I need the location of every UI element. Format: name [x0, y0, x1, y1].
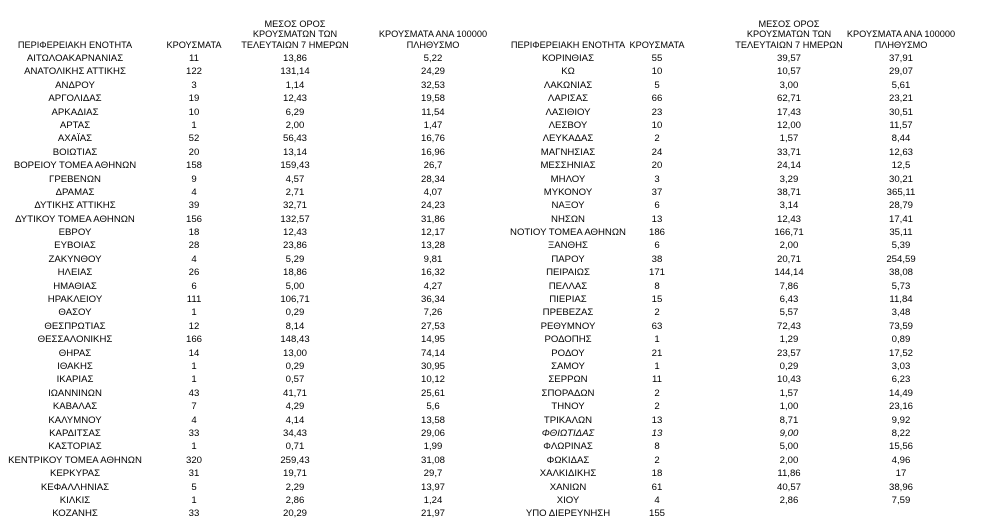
header-per100k-line2: ΠΛΗΘΥΣΜΟ	[406, 39, 460, 50]
avg7-value: 131,14	[280, 66, 310, 78]
avg7-value: 18,86	[282, 267, 307, 279]
region-name: ΕΒΡΟΥ	[58, 227, 92, 239]
cases-value: 12	[188, 320, 200, 332]
cases-value: 2	[654, 454, 660, 466]
per100k-value: 28,34	[420, 173, 445, 185]
cases-value: 18	[188, 227, 200, 239]
cases-value: 15	[651, 294, 663, 306]
cases-value: 1	[191, 119, 197, 131]
per100k-value: 31,86	[420, 213, 445, 225]
region-name: ΧΑΛΚΙΔΙΚΗΣ	[539, 468, 597, 480]
avg7-value: 0,57	[285, 374, 305, 386]
per100k-value: 30,95	[420, 360, 445, 372]
per100k-value: 23,21	[888, 93, 913, 105]
region-name: ΛΑΣΙΘΙΟΥ	[545, 106, 591, 118]
avg7-value: 0,29	[285, 307, 305, 319]
per100k-value: 29,7	[423, 468, 443, 480]
avg7-value: 12,00	[776, 119, 801, 131]
header-per100k-line1: ΚΡΟΥΣΜΑΤΑ ΑΝΑ 100000	[846, 29, 956, 39]
avg7-value: 10,57	[776, 66, 801, 78]
per100k-value: 16,32	[420, 267, 445, 279]
per100k-value: 0,89	[891, 334, 911, 346]
cases-value: 1	[191, 494, 197, 506]
region-name: ΠΙΕΡΙΑΣ	[549, 294, 587, 306]
cases-value: 61	[651, 481, 663, 493]
region-name: ΗΜΑΘΙΑΣ	[53, 280, 97, 292]
per100k-value: 28,79	[888, 200, 913, 212]
region-name: ΘΕΣΣΑΛΟΝΙΚΗΣ	[37, 334, 113, 346]
region-name: ΤΡΙΚΑΛΩΝ	[543, 414, 593, 426]
per100k-value: 74,14	[420, 347, 445, 359]
header-avg7-line1: ΜΕΣΟΣ ΟΡΟΣ	[758, 18, 820, 29]
avg7-value: 132,57	[280, 213, 310, 225]
per100k-value: 6,23	[891, 374, 911, 386]
region-name: ΥΠΟ ΔΙΕΡΕΥΝΗΣΗ	[525, 508, 611, 520]
region-name: ΜΑΓΝΗΣΙΑΣ	[540, 146, 596, 158]
region-name: ΚΕΝΤΡΙΚΟΥ ΤΟΜΕΑ ΑΘΗΝΩΝ	[8, 454, 142, 466]
cases-value: 4	[191, 186, 197, 198]
avg7-value: 12,43	[282, 93, 307, 105]
avg7-value: 32,71	[282, 200, 307, 212]
cases-value: 6	[191, 280, 197, 292]
region-name: ΒΟΙΩΤΙΑΣ	[52, 146, 98, 158]
region-name: ΛΑΡΙΣΑΣ	[547, 93, 589, 105]
avg7-value: 4,57	[285, 173, 305, 185]
region-name: ΙΚΑΡΙΑΣ	[56, 374, 94, 386]
avg7-value: 106,71	[280, 294, 310, 306]
per100k-value: 1,24	[423, 494, 443, 506]
per100k-value: 21,97	[420, 508, 445, 520]
header-per100k-line1: ΚΡΟΥΣΜΑΤΑ ΑΝΑ 100000	[378, 29, 488, 39]
cases-value: 4	[191, 253, 197, 265]
cases-value: 1	[654, 360, 660, 372]
avg7-value: 40,57	[776, 481, 801, 493]
cases-value: 3	[191, 79, 197, 91]
per100k-value: 24,29	[420, 66, 445, 78]
per100k-value: 5,22	[423, 53, 443, 64]
avg7-value: 4,14	[285, 414, 305, 426]
per100k-value: 4,07	[423, 186, 443, 198]
region-name: ΣΑΜΟΥ	[551, 360, 585, 372]
cases-value: 155	[648, 508, 665, 520]
region-name: ΝΗΣΩΝ	[551, 213, 585, 225]
per100k-value: 7,59	[891, 494, 911, 506]
region-name: ΑΡΤΑΣ	[59, 119, 91, 131]
cases-value: 13	[651, 213, 663, 225]
per100k-value: 16,76	[420, 133, 445, 145]
avg7-value: 6,29	[285, 106, 305, 118]
per100k-value: 73,59	[888, 320, 913, 332]
avg7-value: 7,86	[779, 280, 799, 292]
avg7-value: 41,71	[282, 387, 307, 399]
cases-value: 33	[188, 508, 200, 520]
region-name: ΘΑΣΟΥ	[58, 307, 92, 319]
header-per100k	[377, 29, 489, 50]
avg7-value: 1,57	[779, 133, 799, 145]
cases-value: 18	[651, 468, 663, 480]
per100k-value: 16,96	[420, 146, 445, 158]
avg7-value: 39,57	[776, 53, 801, 64]
region-name: ΡΟΔΟΥ	[551, 347, 585, 359]
avg7-value: 1,29	[779, 334, 799, 346]
per100k-value: 3,03	[891, 360, 911, 372]
avg7-value: 5,57	[779, 307, 799, 319]
cases-value: 10	[651, 66, 663, 78]
avg7-value: 2,71	[285, 186, 305, 198]
region-name: ΙΘΑΚΗΣ	[57, 360, 93, 372]
cases-value: 8	[654, 280, 660, 292]
region-name: ΑΝΔΡΟΥ	[55, 79, 95, 91]
per100k-value: 19,58	[420, 93, 445, 105]
cases-value: 158	[185, 160, 202, 172]
per100k-value: 17,52	[888, 347, 913, 359]
region-name: ΠΡΕΒΕΖΑΣ	[542, 307, 594, 319]
avg7-value: 148,43	[280, 334, 310, 346]
per100k-value: 11,84	[889, 294, 913, 306]
region-name: ΦΘΙΩΤΙΔΑΣ	[541, 427, 595, 439]
region-name: ΘΗΡΑΣ	[58, 347, 92, 359]
per100k-value: 1,99	[423, 441, 443, 453]
avg7-value: 5,29	[285, 253, 305, 265]
cases-value: 4	[191, 414, 197, 426]
cases-value: 14	[188, 347, 200, 359]
header-cases: ΚΡΟΥΣΜΑΤΑ	[166, 39, 222, 50]
cases-value: 63	[651, 320, 663, 332]
per100k-value: 31,08	[420, 454, 445, 466]
per100k-value: 9,92	[891, 414, 911, 426]
region-name: ΚΑΣΤΟΡΙΑΣ	[48, 441, 102, 453]
header-region: ΠΕΡΙΦΕΡΕΙΑΚΗ ΕΝΟΤΗΤΑ	[510, 39, 626, 50]
per100k-value: 29,06	[420, 427, 445, 439]
per100k-value: 37,91	[888, 53, 913, 64]
region-name: ΕΥΒΟΙΑΣ	[54, 240, 96, 252]
avg7-value: 0,29	[779, 360, 799, 372]
cases-value: 10	[188, 106, 200, 118]
per100k-value: 25,61	[420, 387, 445, 399]
region-name: ΛΕΥΚΑΔΑΣ	[542, 133, 594, 145]
region-name: ΗΛΕΙΑΣ	[57, 267, 93, 279]
cases-value: 13	[651, 427, 663, 439]
header-region: ΠΕΡΙΦΕΡΕΙΑΚΗ ΕΝΟΤΗΤΑ	[17, 39, 133, 50]
per100k-value: 254,59	[886, 253, 916, 265]
region-name: ΚΑΛΥΜΝΟΥ	[48, 414, 102, 426]
avg7-value: 12,43	[776, 213, 801, 225]
header-avg7	[729, 19, 849, 51]
header-avg7-line2: ΚΡΟΥΣΜΑΤΩΝ ΤΩΝ	[746, 29, 832, 39]
cases-value: 9	[191, 173, 197, 185]
region-name: ΗΡΑΚΛΕΙΟΥ	[47, 294, 103, 306]
header-per100k	[845, 29, 957, 50]
header-per100k-line2: ΠΛΗΘΥΣΜΟ	[874, 39, 928, 50]
per100k-value: 36,34	[420, 294, 445, 306]
per100k-value: 26,7	[423, 160, 443, 172]
region-name: ΓΡΕΒΕΝΩΝ	[49, 173, 101, 185]
cases-value: 5	[191, 481, 197, 493]
cases-value: 4	[654, 494, 660, 506]
per100k-value: 5,6	[426, 401, 440, 413]
region-name: ΝΟΤΙΟΥ ΤΟΜΕΑ ΑΘΗΝΩΝ	[510, 227, 626, 239]
per100k-value: 17,41	[888, 213, 913, 225]
avg7-value: 9,00	[779, 427, 799, 439]
cases-value: 1	[191, 360, 197, 372]
avg7-value: 2,00	[285, 119, 305, 131]
per100k-value: 1,47	[423, 119, 443, 131]
cases-value: 186	[648, 227, 665, 239]
cases-value: 171	[648, 267, 665, 279]
cases-value: 11	[189, 53, 199, 64]
cases-value: 26	[188, 267, 200, 279]
per100k-value: 14,95	[420, 334, 445, 346]
region-name: ΑΡΚΑΔΙΑΣ	[51, 106, 99, 118]
region-name: ΧΑΝΙΩΝ	[549, 481, 587, 493]
per100k-value: 30,51	[888, 106, 913, 118]
region-name: ΘΕΣΠΡΩΤΙΑΣ	[44, 320, 106, 332]
per100k-value: 15,56	[888, 441, 913, 453]
avg7-value: 20,71	[776, 253, 801, 265]
avg7-value: 5,00	[779, 441, 799, 453]
header-avg7-line3: ΤΕΛΕΥΤΑΙΩΝ 7 ΗΜΕΡΩΝ	[735, 39, 843, 50]
cases-value: 13	[651, 414, 663, 426]
per100k-value: 5,61	[891, 79, 911, 91]
region-name: ΚΑΡΔΙΤΣΑΣ	[49, 427, 101, 439]
region-name: ΖΑΚΥΝΘΟΥ	[48, 253, 102, 265]
avg7-value: 38,71	[776, 186, 801, 198]
cases-value: 156	[185, 213, 202, 225]
per100k-value: 4,96	[891, 454, 911, 466]
region-name: ΚΕΡΚΥΡΑΣ	[49, 468, 100, 480]
cases-value: 7	[191, 401, 197, 413]
per100k-value: 8,22	[891, 427, 911, 439]
avg7-value: 19,71	[282, 468, 307, 480]
cases-value: 111	[186, 294, 202, 306]
region-name: ΠΕΛΛΑΣ	[548, 280, 588, 292]
avg7-value: 12,43	[282, 227, 307, 239]
avg7-value: 56,43	[282, 133, 307, 145]
region-name: ΑΝΑΤΟΛΙΚΗΣ ΑΤΤΙΚΗΣ	[24, 66, 126, 78]
per100k-value: 3,48	[891, 307, 911, 319]
per100k-value: 38,08	[888, 267, 913, 279]
avg7-value: 13,86	[282, 53, 307, 64]
cases-value: 1	[191, 307, 197, 319]
avg7-value: 33,71	[776, 146, 801, 158]
avg7-value: 13,14	[282, 146, 307, 158]
cases-value: 1	[191, 441, 197, 453]
region-name: ΠΑΡΟΥ	[551, 253, 585, 265]
region-name: ΣΠΟΡΑΔΩΝ	[541, 387, 595, 399]
avg7-value: 2,00	[779, 240, 799, 252]
per100k-value: 24,23	[420, 200, 445, 212]
cases-value: 37	[651, 186, 663, 198]
region-name: ΣΕΡΡΩΝ	[548, 374, 588, 386]
per100k-value: 14,49	[888, 387, 913, 399]
cases-value: 52	[188, 133, 200, 145]
per100k-value: 29,07	[888, 66, 913, 78]
per100k-value: 365,11	[886, 186, 916, 198]
avg7-value: 5,00	[285, 280, 305, 292]
cases-value: 6	[654, 240, 660, 252]
per100k-value: 11,57	[889, 119, 913, 131]
avg7-value: 1,14	[285, 79, 305, 91]
per100k-value: 5,39	[891, 240, 911, 252]
cases-value: 122	[185, 66, 202, 78]
cases-value: 2	[654, 401, 660, 413]
avg7-value: 159,43	[280, 160, 310, 172]
cases-value: 20	[188, 146, 200, 158]
cases-value: 2	[654, 387, 660, 399]
per100k-value: 12,17	[420, 227, 445, 239]
per100k-value: 12,63	[888, 146, 913, 158]
avg7-value: 8,14	[285, 320, 305, 332]
region-name: ΡΟΔΟΠΗΣ	[544, 334, 592, 346]
avg7-value: 23,86	[282, 240, 307, 252]
avg7-value: 1,00	[779, 401, 799, 413]
avg7-value: 1,57	[779, 387, 799, 399]
avg7-value: 2,86	[285, 494, 305, 506]
region-name: ΔΡΑΜΑΣ	[55, 186, 95, 198]
per100k-value: 7,26	[423, 307, 443, 319]
region-name: ΑΡΓΟΛΙΔΑΣ	[48, 93, 102, 105]
cases-value: 320	[185, 454, 202, 466]
cases-value: 6	[654, 200, 660, 212]
per100k-value: 27,53	[420, 320, 445, 332]
cases-value: 2	[654, 307, 660, 319]
avg7-value: 144,14	[774, 267, 804, 279]
region-name: ΜΗΛΟΥ	[550, 173, 586, 185]
per100k-value: 13,97	[420, 481, 445, 493]
cases-value: 28	[188, 240, 200, 252]
avg7-value: 2,29	[285, 481, 305, 493]
cases-value: 166	[185, 334, 202, 346]
region-name: ΠΕΙΡΑΙΩΣ	[546, 267, 590, 279]
avg7-value: 10,43	[776, 374, 801, 386]
avg7-value: 4,29	[285, 401, 305, 413]
cases-value: 8	[654, 441, 660, 453]
region-name: ΜΕΣΣΗΝΙΑΣ	[540, 160, 596, 172]
per100k-value: 10,12	[420, 374, 445, 386]
region-name: ΝΑΞΟΥ	[551, 200, 585, 212]
cases-value: 55	[651, 53, 663, 64]
avg7-value: 13,00	[282, 347, 307, 359]
per100k-value: 23,16	[888, 401, 913, 413]
region-name: ΦΛΩΡΙΝΑΣ	[543, 441, 593, 453]
cases-value: 43	[188, 387, 200, 399]
cases-value: 3	[654, 173, 660, 185]
per100k-value: 13,58	[420, 414, 445, 426]
avg7-value: 3,14	[779, 200, 799, 212]
region-name: ΔΥΤΙΚΗΣ ΑΤΤΙΚΗΣ	[34, 200, 116, 212]
region-name: ΦΩΚΙΔΑΣ	[546, 454, 590, 466]
avg7-value: 23,57	[776, 347, 801, 359]
region-name: ΑΙΤΩΛΟΑΚΑΡΝΑΝΙΑΣ	[26, 53, 124, 64]
avg7-value: 3,00	[779, 79, 799, 91]
region-name: ΡΕΘΥΜΝΟΥ	[540, 320, 596, 332]
header-avg7-line1: ΜΕΣΟΣ ΟΡΟΣ	[264, 18, 326, 29]
region-name: ΙΩΑΝΝΙΝΩΝ	[48, 387, 102, 399]
per100k-value: 5,73	[891, 280, 911, 292]
cases-value: 2	[654, 133, 660, 145]
cases-value: 5	[654, 79, 660, 91]
region-name: ΜΥΚΟΝΟΥ	[543, 186, 593, 198]
avg7-value: 259,43	[280, 454, 310, 466]
per100k-value: 35,11	[889, 227, 913, 239]
region-name: ΚΟΡΙΝΘΙΑΣ	[541, 53, 595, 64]
per100k-value: 13,28	[420, 240, 445, 252]
region-name: ΚΕΦΑΛΛΗΝΙΑΣ	[40, 481, 110, 493]
header-cases: ΚΡΟΥΣΜΑΤΑ	[629, 39, 685, 50]
per100k-value: 12,5	[891, 160, 911, 172]
avg7-value: 2,00	[779, 454, 799, 466]
avg7-value: 20,29	[282, 508, 307, 520]
avg7-value: 17,43	[776, 106, 801, 118]
region-name: ΚΩ	[561, 66, 575, 78]
avg7-value: 2,86	[779, 494, 799, 506]
region-name: ΛΑΚΩΝΙΑΣ	[543, 79, 593, 91]
header-avg7-line3: ΤΕΛΕΥΤΑΙΩΝ 7 ΗΜΕΡΩΝ	[241, 39, 349, 50]
avg7-value: 166,71	[774, 227, 804, 239]
cases-value: 39	[188, 200, 200, 212]
cases-value: 1	[191, 374, 197, 386]
avg7-value: 0,29	[285, 360, 305, 372]
avg7-value: 11,86	[777, 468, 801, 480]
region-name: ΚΙΛΚΙΣ	[59, 494, 91, 506]
cases-value: 33	[188, 427, 200, 439]
region-name: ΞΑΝΘΗΣ	[548, 240, 588, 252]
header-avg7	[235, 19, 355, 51]
cases-value: 20	[651, 160, 663, 172]
cases-value: 24	[651, 146, 663, 158]
region-name: ΛΕΣΒΟΥ	[548, 119, 588, 131]
per100k-value: 38,96	[888, 481, 913, 493]
header-avg7-line2: ΚΡΟΥΣΜΑΤΩΝ ΤΩΝ	[252, 29, 338, 39]
region-name: ΧΙΟΥ	[556, 494, 580, 506]
region-name: ΤΗΝΟΥ	[551, 401, 585, 413]
per100k-value: 11,54	[421, 106, 445, 118]
cases-value: 31	[188, 468, 200, 480]
region-name: ΒΟΡΕΙΟΥ ΤΟΜΕΑ ΑΘΗΝΩΝ	[13, 160, 137, 172]
cases-value: 19	[188, 93, 200, 105]
cases-value: 23	[651, 106, 663, 118]
region-name: ΑΧΑΪΑΣ	[57, 133, 93, 145]
cases-value: 1	[654, 334, 660, 346]
cases-value: 10	[651, 119, 663, 131]
per100k-value: 30,21	[888, 173, 913, 185]
per100k-value: 32,53	[420, 79, 445, 91]
avg7-value: 6,43	[779, 294, 799, 306]
cases-value: 66	[651, 93, 663, 105]
cases-value: 21	[651, 347, 663, 359]
avg7-value: 24,14	[776, 160, 801, 172]
avg7-value: 0,71	[285, 441, 305, 453]
avg7-value: 62,71	[776, 93, 801, 105]
cases-value: 11	[652, 374, 662, 386]
per100k-value: 17	[895, 468, 907, 480]
cases-value: 38	[651, 253, 663, 265]
avg7-value: 72,43	[776, 320, 801, 332]
region-name: ΚΑΒΑΛΑΣ	[52, 401, 98, 413]
region-name: ΚΟΖΑΝΗΣ	[52, 508, 98, 520]
avg7-value: 8,71	[779, 414, 799, 426]
avg7-value: 34,43	[282, 427, 307, 439]
per100k-value: 8,44	[891, 133, 911, 145]
region-name: ΔΥΤΙΚΟΥ ΤΟΜΕΑ ΑΘΗΝΩΝ	[15, 213, 135, 225]
avg7-value: 3,29	[779, 173, 799, 185]
per100k-value: 9,81	[423, 253, 443, 265]
per100k-value: 4,27	[423, 280, 443, 292]
